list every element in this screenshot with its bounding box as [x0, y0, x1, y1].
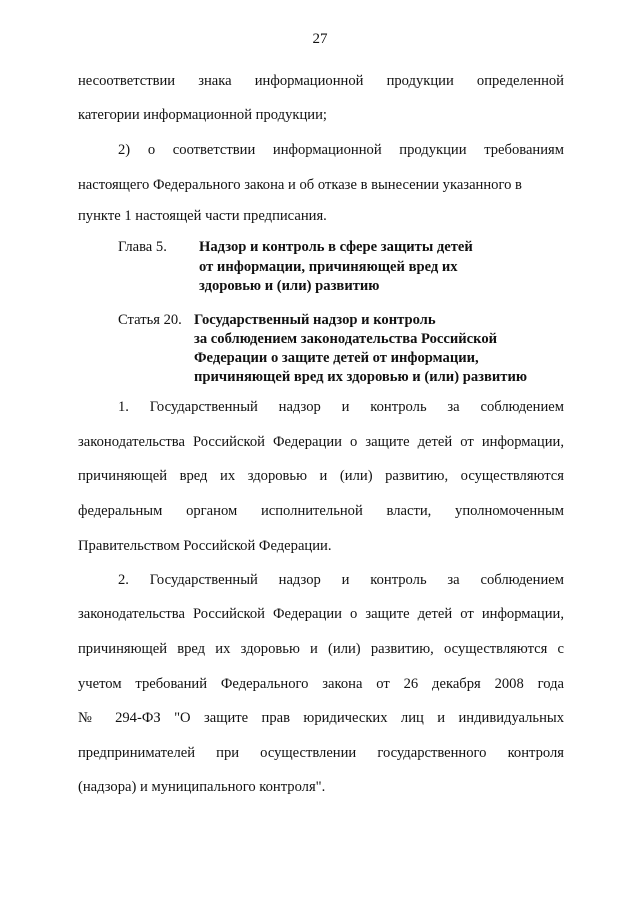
paragraph-2-line-1: 2. Государственный надзор и контроль за соблюдением	[118, 572, 564, 588]
article-title-line-1: Государственный надзор и контроль	[194, 312, 436, 328]
paragraph-1-line-1: 1. Государственный надзор и контроль за соблюдением	[118, 399, 564, 415]
chapter-title-line-2: от информации, причиняющей вред их	[199, 259, 458, 275]
chapter-label: Глава 5.	[118, 239, 167, 255]
chapter-title-line-1: Надзор и контроль в сфере защиты детей	[199, 239, 473, 255]
paragraph-1-line-2: законодательства Российской Федерации о защите детей от информации,	[78, 434, 564, 450]
paragraph-2-line-7: (надзора) и муниципального контроля".	[78, 779, 326, 795]
intro-line-3: 2) о соответствии информационной продукции требованиям	[118, 142, 564, 158]
article-label: Статья 20.	[118, 312, 182, 328]
paragraph-2-line-4: учетом требований Федерального закона от 26 декабря 2008 года	[78, 676, 564, 692]
page-number: 27	[312, 31, 328, 47]
intro-line-5: пункте 1 настоящей части предписания.	[78, 208, 327, 224]
paragraph-1-line-4: федеральным органом исполнительной власти, уполномоченным	[78, 503, 564, 519]
paragraph-2-line-6: предпринимателей при осуществлении государственного контроля	[78, 745, 564, 761]
paragraph-2-line-2: законодательства Российской Федерации о защите детей от информации,	[78, 606, 564, 622]
article-title-line-2: за соблюдением законодательства Российской	[194, 331, 498, 347]
paragraph-2-line-3: причиняющей вред их здоровью и (или) развитию, осуществляются с	[78, 641, 564, 657]
intro-line-4: настоящего Федерального закона и об отказе в вынесении указанного в	[78, 177, 522, 193]
intro-line-2: категории информационной продукции;	[78, 107, 327, 123]
article-title-line-4: причиняющей вред их здоровью и (или) развитию	[194, 369, 528, 385]
chapter-title-line-3: здоровью и (или) развитию	[199, 278, 380, 294]
paragraph-1-line-5: Правительством Российской Федерации.	[78, 538, 332, 554]
paragraph-2-line-5: № 294-ФЗ "О защите прав юридических лиц и индивидуальных	[78, 710, 564, 726]
intro-line-1: несоответствии знака информационной продукции определенной	[78, 73, 564, 89]
article-title-line-3: Федерации о защите детей от информации,	[194, 350, 479, 366]
paragraph-1-line-3: причиняющей вред их здоровью и (или) развитию, осуществляются	[78, 468, 564, 484]
